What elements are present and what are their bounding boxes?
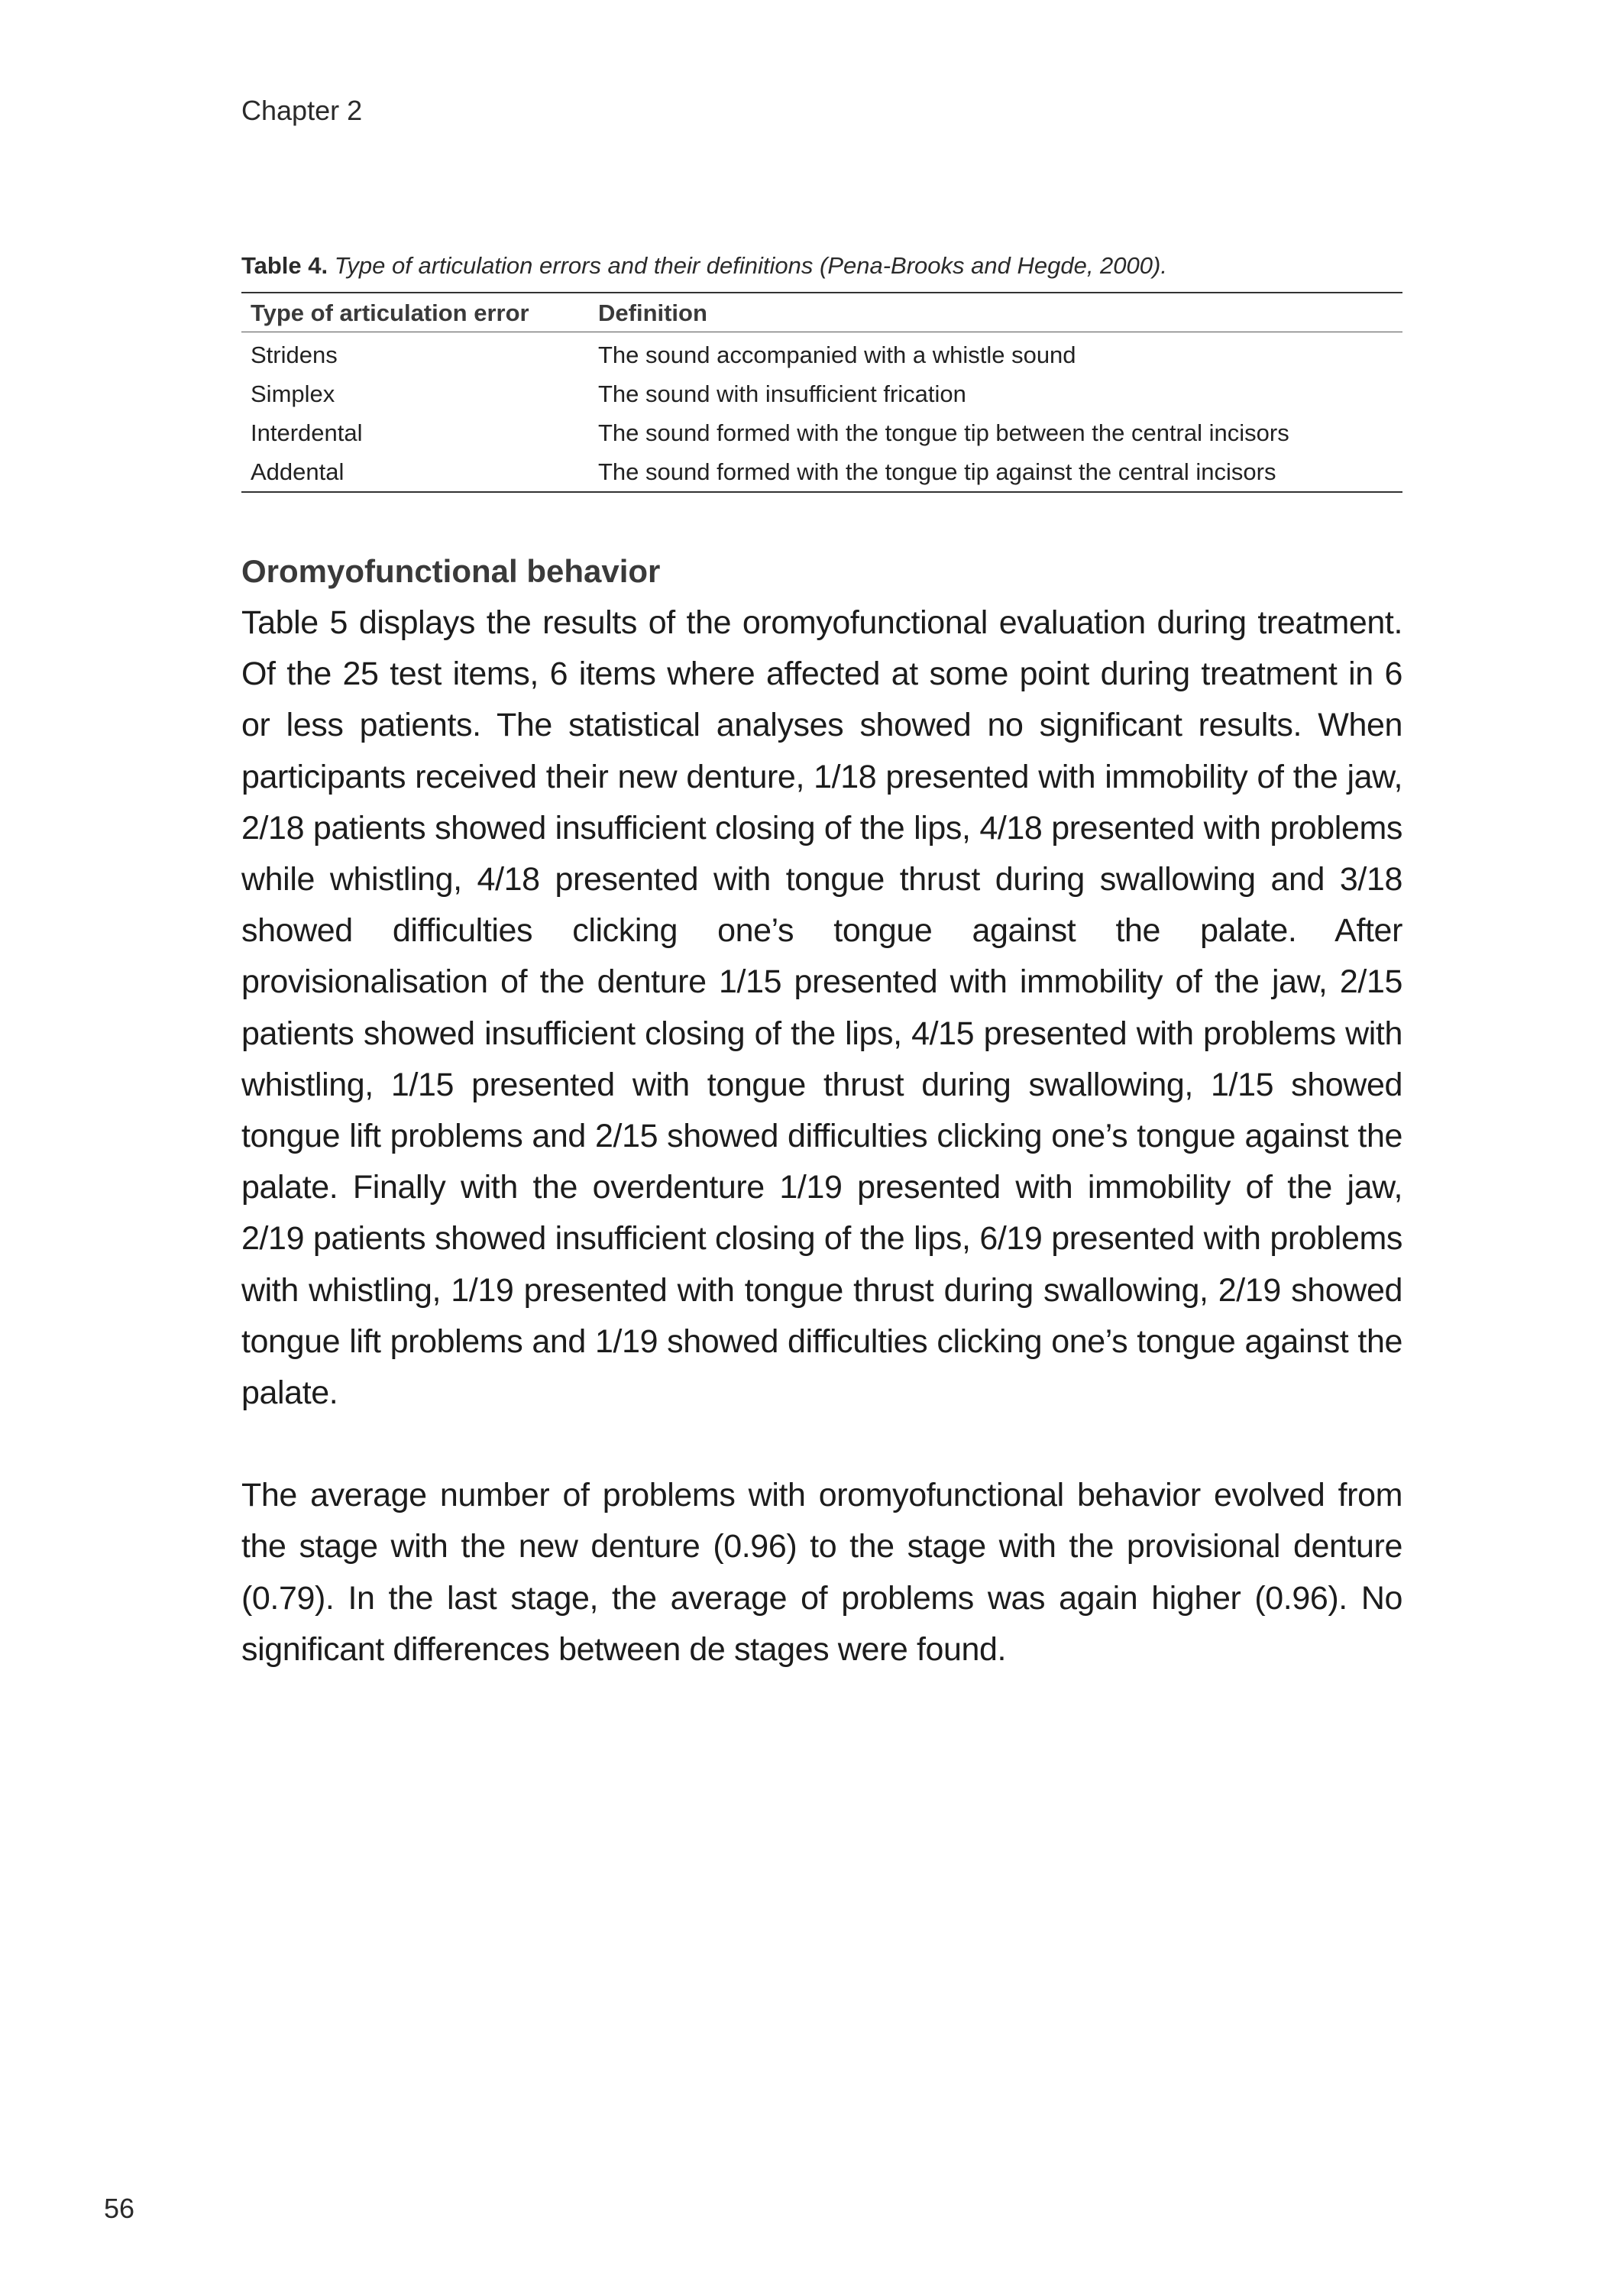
table-block xyxy=(241,251,1402,493)
table-cell: Simplex xyxy=(251,380,335,407)
table-row xyxy=(241,332,1402,375)
table-row xyxy=(241,374,1402,413)
table-cell: The sound accompanied with a whistle sound xyxy=(598,342,1076,368)
table-cell: Stridens xyxy=(251,342,338,368)
table-cell: Interdental xyxy=(251,419,363,446)
table-header-row xyxy=(241,293,1402,332)
table-cell: The sound formed with the tongue tip between the central incisors xyxy=(598,419,1289,446)
table-caption-text: Type of articulation errors and their definitions (Pena-Brooks and Hegde, 2000). xyxy=(334,252,1167,279)
table-caption-label: Table 4. xyxy=(241,252,328,279)
section-heading: Oromyofunctional behavior xyxy=(241,553,661,589)
table-caption xyxy=(241,251,1402,281)
table-row xyxy=(241,452,1402,492)
table-row xyxy=(241,413,1402,452)
articulation-errors-table xyxy=(241,292,1402,493)
running-head: Chapter 2 xyxy=(241,95,363,126)
table-cell: Addental xyxy=(251,458,345,485)
table-header-cell: Type of articulation error xyxy=(251,299,529,326)
body-paragraph: Table 5 displays the results of the oromyofunctional evaluation during treatment. Of the 25 test items, 6 items where affected at some point during treatment in 6 or less patients. The statistical analyses showed no significant results. When participants received their new denture, 1/18 presented with immobility of the jaw, 2/18 patients showed insufficient closing of the lips, 4/18 presented with problems while whistling, 4/18 presented with tongue thrust during swallowing and 3/18 showed difficulties clicking one’s tongue against the palate. After provisionalisation of the denture 1/15 presented with immobility of the jaw, 2/15 patients showed insufficient closing of the lips, 4/15 presented with problems with whistling, 1/15 presented with tongue thrust during swallowing, 1/15 showed tongue lift problems and 2/15 showed difficulties clicking one’s tongue against the palate. Finally with the overdenture 1/19 presented with immobility of the jaw, 2/19 patients showed insufficient closing of the lips, 6/19 presented with problems with whistling, 1/19 presented with tongue thrust during swallowing, 2/19 showed tongue lift problems and 1/19 showed difficulties clicking one’s tongue against the palate. xyxy=(241,604,1402,1412)
table-cell: The sound with insufficient frication xyxy=(598,380,966,407)
oromyofunctional-section xyxy=(241,550,1402,1675)
table-cell: The sound formed with the tongue tip against the central incisors xyxy=(598,458,1276,485)
page-number: 56 xyxy=(104,2193,135,2224)
body-paragraph: The average number of problems with oromyofunctional behavior evolved from the stage with the new denture (0.96) to the stage with the provisional denture (0.79). In the last stage, the average of problems was again higher (0.96). No significant differences between de stages were found. xyxy=(241,1477,1402,1668)
table-header-cell: Definition xyxy=(598,299,707,326)
